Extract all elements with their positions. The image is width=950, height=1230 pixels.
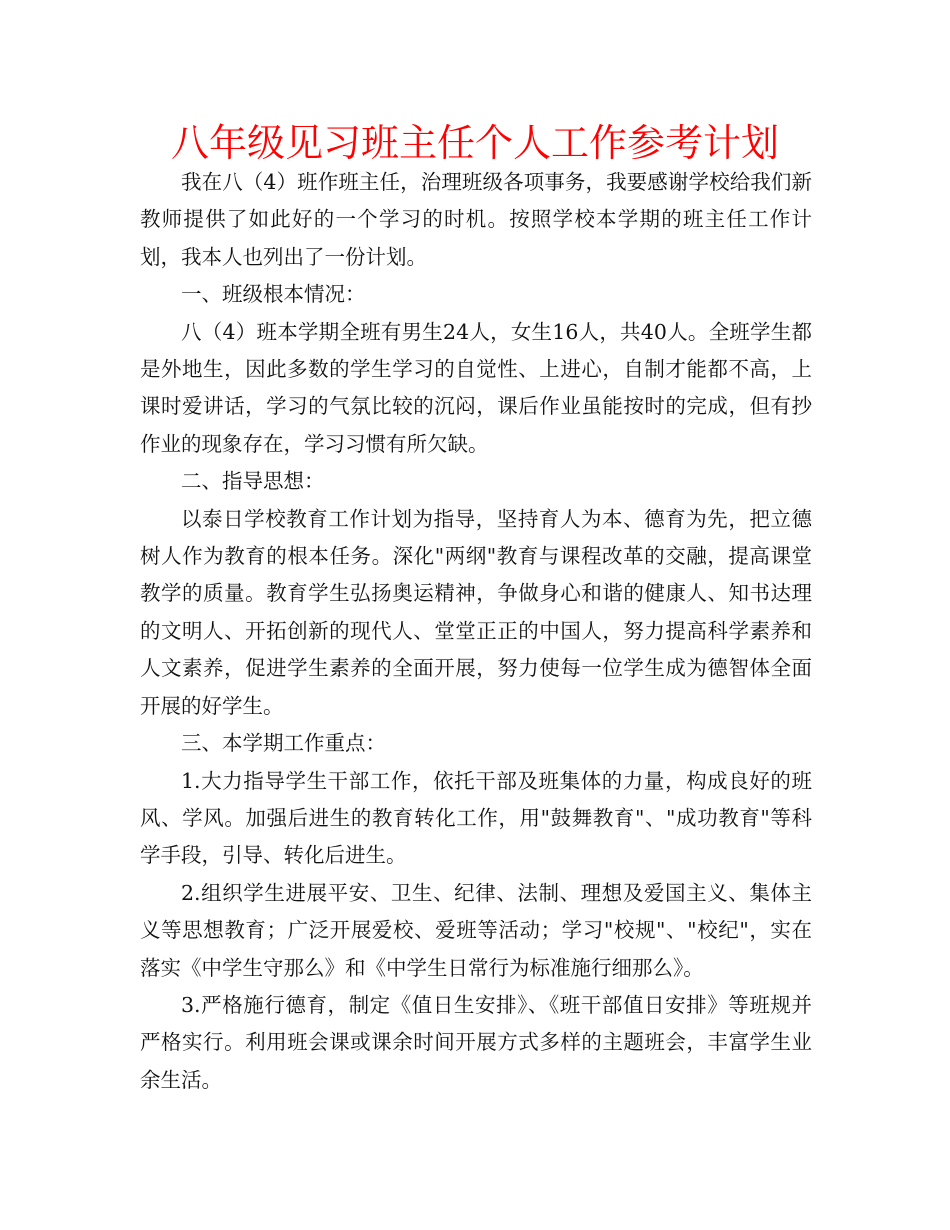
document-body	[140, 164, 812, 1099]
document-title: 八年级见习班主任个人工作参考计划	[170, 121, 779, 165]
class-situation-paragraph: 八（4）班本学期全班有男生24人，女生16人，共40人。全班学生都是外地生，因此多数的学生学习的自觉性、上进心，自制才能都不高，上课时爱讲话，学习的气氛比较的沉闷，课后作业虽能按时的完成，但有抄作业的现象存在，学习习惯有所欠缺。	[140, 319, 812, 456]
intro-paragraph: 我在八（4）班作班主任，治理班级各项事务，我要感谢学校给我们新教师提供了如此好的一个学习的时机。按照学校本学期的班主任工作计划，我本人也列出了一份计划。	[140, 170, 812, 269]
work-focus-item-1: 1.大力指导学生干部工作，依托干部及班集体的力量，构成良好的班风、学风。加强后进生的教育转化工作，用"鼓舞教育"、"成功教育"等科学手段，引导、转化后进生。	[140, 768, 812, 868]
guiding-ideas-paragraph: 以泰日学校教育工作计划为指导，坚持育人为本、德育为先，把立德树人作为教育的根本任务。深化"两纲"教育与课程改革的交融，提高课堂教学的质量。教育学生弘扬奥运精神，争做身心和谐的健康人、知书达理的文明人、开拓创新的现代人、堂堂正正的中国人，努力提高科学素养和人文素养，促进学生素养的全面开展，努力使每一位学生成为德智体全面开展的好学生。	[140, 506, 812, 718]
work-focus-item-2: 2.组织学生进展平安、卫生、纪律、法制、理想及爱国主义、集体主义等思想教育；广泛开展爱校、爱班等活动；学习"校规"、"校纪"，实在落实《中学生守那么》和《中学生日常行为标准施行细那么》。	[140, 880, 812, 980]
section-heading-guiding-ideas: 二、指导思想：	[181, 469, 325, 494]
work-focus-item-3: 3.严格施行德育，制定《值日生安排》、《班干部值日安排》等班规并严格实行。利用班会课或课余时间开展方式多样的主题班会，丰富学生业余生活。	[140, 992, 812, 1092]
section-heading-class-situation: 一、班级根本情况：	[181, 282, 366, 307]
section-heading-work-focus: 三、本学期工作重点：	[181, 731, 386, 756]
